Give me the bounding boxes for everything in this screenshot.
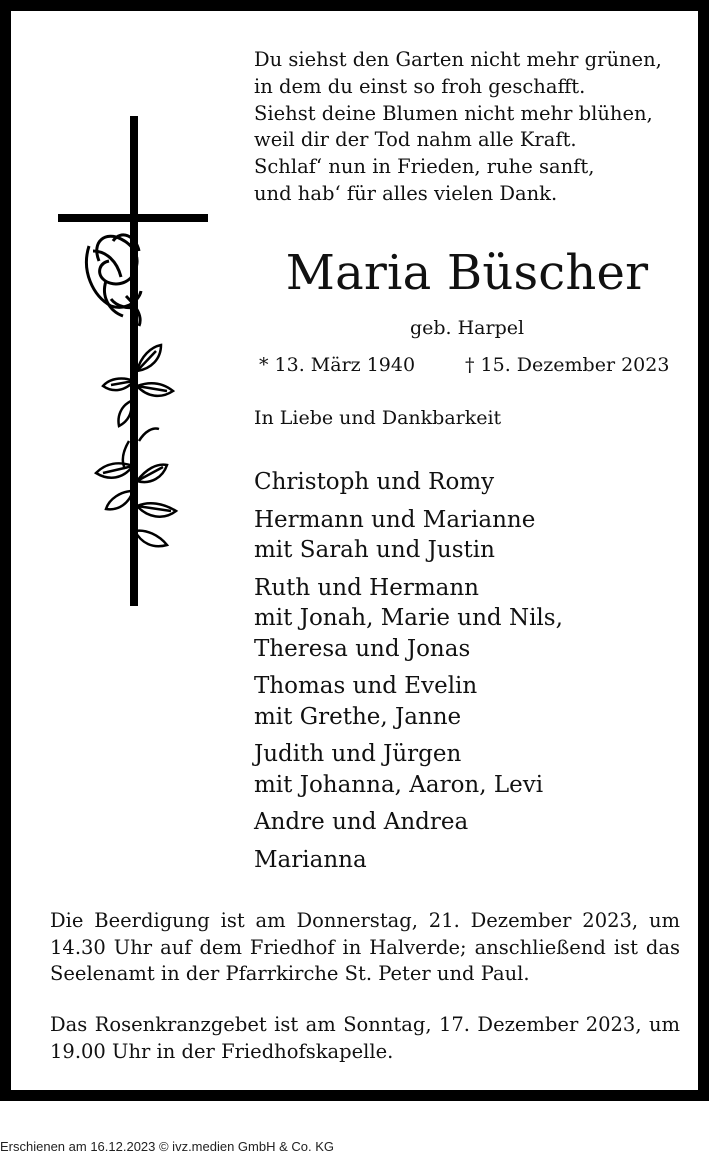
deceased-name: Maria Büscher <box>285 245 649 301</box>
family-group <box>254 739 694 800</box>
family-line: mit Johanna, Aaron, Levi <box>254 771 544 798</box>
family-line: Judith und Jürgen <box>254 741 462 767</box>
birth-date: * 13. März 1940 <box>259 354 416 376</box>
rosary-notice: Das Rosenkranzgebet ist am Sonntag, 17. Dezember 2023, um 19.00 Uhr in der Friedhofskapelle. <box>50 1013 680 1063</box>
family-group <box>254 573 694 665</box>
cross-with-rose-icon <box>51 111 216 611</box>
publication-footer: Erschienen am 16.12.2023 © ivz.medien GmbH & Co. KG <box>0 1139 335 1154</box>
family-line: Andre und Andrea <box>254 809 469 835</box>
family-line: Thomas und Evelin <box>254 673 478 699</box>
poem <box>254 47 694 208</box>
family-group <box>254 845 694 876</box>
family-group <box>254 505 694 566</box>
family-line: Ruth und Hermann <box>254 574 479 601</box>
family-list <box>254 467 694 882</box>
poem-line: und hab‘ für alles vielen Dank. <box>254 181 558 205</box>
family-line: Marianna <box>254 846 367 873</box>
family-line: Christoph und Romy <box>254 469 495 495</box>
death-date: † 15. Dezember 2023 <box>465 354 670 376</box>
family-line: mit Grethe, Janne <box>254 703 462 730</box>
family-line: Hermann und Marianne <box>254 506 536 533</box>
poem-line: Siehst deine Blumen nicht mehr blühen, <box>254 101 653 125</box>
thanks-line: In Liebe und Dankbarkeit <box>254 407 502 429</box>
birth-name: geb. Harpel <box>409 317 525 339</box>
family-group <box>254 807 694 838</box>
family-line: Theresa und Jonas <box>254 635 471 662</box>
family-line: mit Jonah, Marie und Nils, <box>254 605 563 631</box>
poem-line: weil dir der Tod nahm alle Kraft. <box>254 128 577 152</box>
family-line: mit Sarah und Justin <box>254 537 495 563</box>
funeral-notice: Die Beerdigung ist am Donnerstag, 21. Dezember 2023, um 14.30 Uhr auf dem Friedhof in Halverde; anschließend ist das Seelenamt in der Pfarrkirche St. Peter und Paul. <box>50 909 680 985</box>
poem-line: Du siehst den Garten nicht mehr grünen, <box>254 48 662 71</box>
poem-line: Schlaf‘ nun in Frieden, ruhe sanft, <box>254 155 595 179</box>
family-group <box>254 671 694 732</box>
poem-line: in dem du einst so froh geschafft. <box>254 74 586 98</box>
family-group <box>254 467 694 498</box>
